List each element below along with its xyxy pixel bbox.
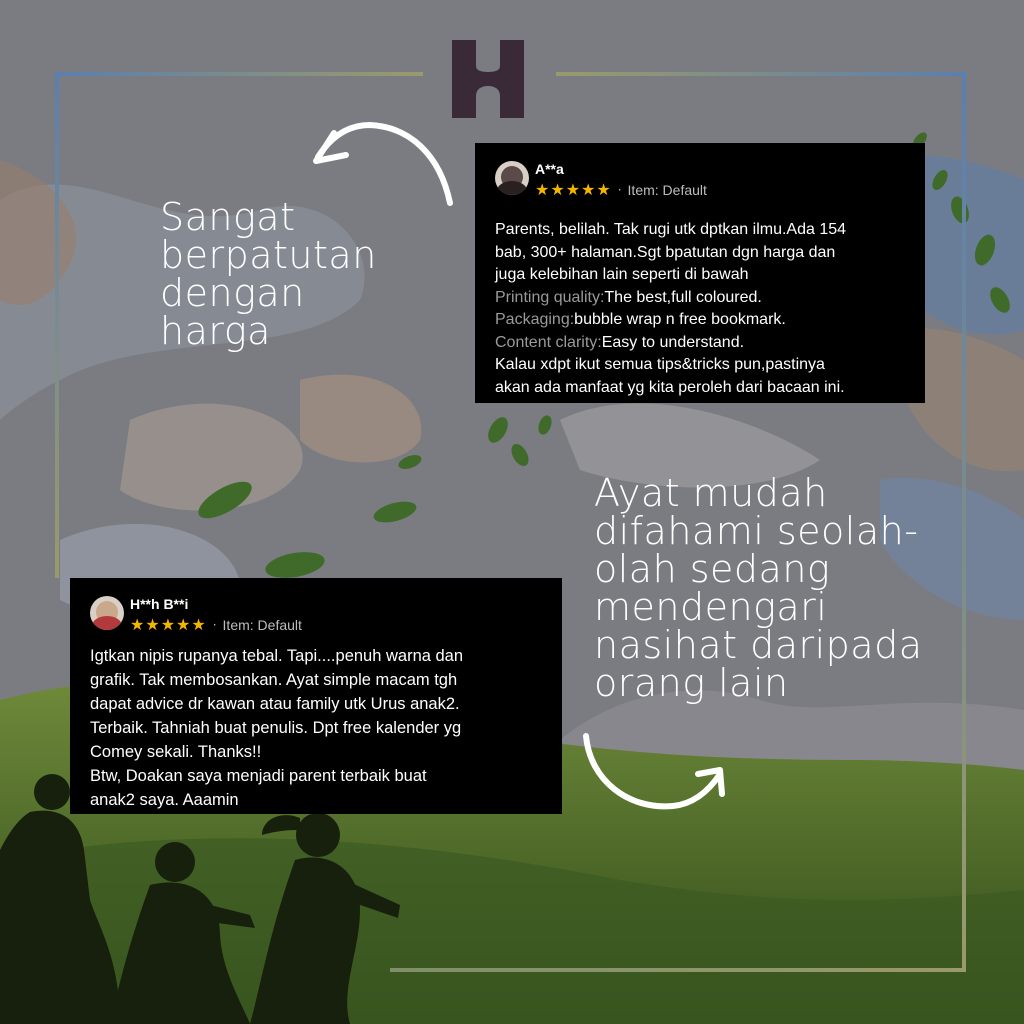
headline-right: Ayat mudah difahami seolah- olah sedang mendengari nasihat daripada orang lain bbox=[594, 471, 923, 705]
reviewer-name: H**h B**i bbox=[130, 596, 189, 612]
review-text: Igtkan nipis rupanya tebal. Tapi....penuh warna dan grafik. Tak membosankan. Ayat simple macam tgh dapat advice dr kawan atau family utk Urus anak2. Terbaik. Tahniah buat penulis. Dpt free kalender yg Comey sekali. Thanks!! Btw, Doakan saya menjadi parent terbaik buat anak2 saya. Aaamin bbox=[90, 647, 464, 809]
reviewer-name: A**a bbox=[535, 161, 564, 177]
frame-left bbox=[55, 72, 59, 578]
curved-arrow-right-icon bbox=[578, 730, 738, 820]
frame-right bbox=[962, 72, 966, 972]
separator: · bbox=[617, 183, 622, 197]
item-variant: Item: Default bbox=[222, 617, 302, 633]
review-label: Content clarity: bbox=[495, 333, 602, 351]
frame-bottom bbox=[390, 968, 966, 972]
separator: · bbox=[212, 618, 217, 632]
review-card bbox=[70, 578, 562, 814]
review-label: Packaging: bbox=[495, 311, 575, 328]
review-label: Printing quality: bbox=[495, 288, 605, 306]
star-rating-icon: ★★★★★ bbox=[130, 615, 207, 634]
review-text: Parents, belilah. Tak rugi utk dptkan ilmu.Ada 154 bab, 300+ halaman.Sgt bpatutan dgn harga dan juga kelebihan lain seperti di bawah Printing quality:The best,full coloured. Packaging:bubble wrap n free bookmark. Content clarity:Easy to understand. Kalau xdpt ikut semua tips&tricks pun,pastinya akan ada manfaat yg kita peroleh dari bacaan ini. bbox=[495, 221, 847, 396]
item-variant: Item: Default bbox=[627, 182, 707, 198]
star-rating-icon: ★★★★★ bbox=[535, 180, 612, 199]
frame-top-right bbox=[556, 72, 966, 76]
curved-arrow-left-icon bbox=[300, 115, 460, 210]
user-avatar bbox=[495, 161, 529, 195]
brand-logo-icon bbox=[452, 40, 524, 118]
user-avatar bbox=[90, 596, 124, 630]
review-card bbox=[475, 143, 925, 403]
headline-left: Sangat berpatutan dengan harga bbox=[160, 195, 377, 353]
frame-top-left bbox=[55, 72, 423, 76]
